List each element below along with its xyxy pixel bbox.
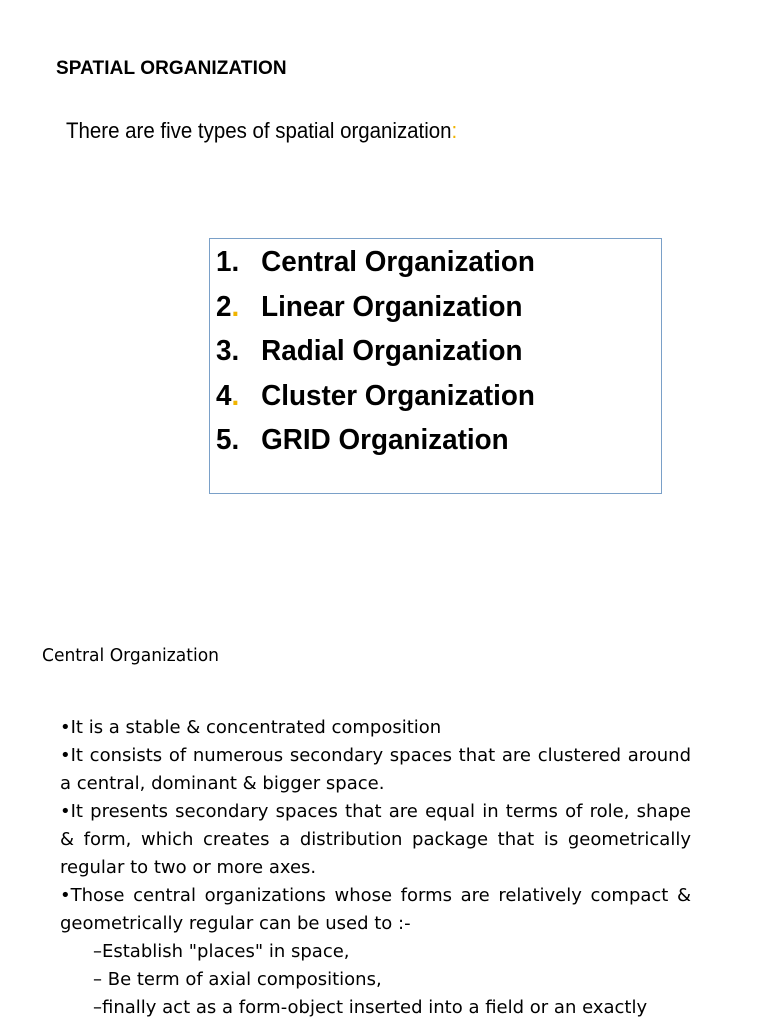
types-box [209, 238, 662, 494]
types-item-label: GRID Organization [261, 424, 509, 456]
types-item-separator: . [231, 246, 240, 278]
types-item [216, 332, 535, 377]
types-item-number: 3. [216, 335, 240, 367]
intro-line [66, 118, 457, 144]
sub-bullet-point: –Establish "places" in space, [93, 941, 350, 962]
types-item-label: Cluster Organization [261, 379, 535, 412]
types-item-label: Linear Organization [261, 290, 523, 323]
types-item-number: 5. [216, 424, 240, 456]
bullet-point: •It is a stable & concentrated composition [60, 717, 442, 738]
intro-text: There are five types of spatial organization [66, 118, 452, 143]
types-item [216, 377, 535, 422]
types-item-separator: . [231, 379, 240, 412]
bullet-point: •It presents secondary spaces that are equal in terms of role, shape & form, which creates a distribution package that is geometrically regular to two or more axes. [60, 801, 691, 878]
bullet-point: •Those central organizations whose forms are relatively compact & geometrically regular can be used to :- [60, 885, 691, 934]
types-list [216, 243, 548, 466]
types-item-separator: . [231, 290, 240, 323]
types-item [216, 243, 535, 288]
bullet-point: •It consists of numerous secondary spaces that are clustered around a central, dominant & bigger space. [60, 745, 691, 794]
section-body [60, 714, 691, 1022]
types-item-number: 4. [216, 379, 240, 412]
types-item-label: Central Organization [261, 246, 535, 278]
types-item [216, 288, 535, 333]
sub-bullet-point: – Be term of axial compositions, [93, 969, 382, 990]
types-item-separator: . [231, 424, 240, 456]
types-item-number: 2. [216, 290, 240, 323]
intro-colon: : [451, 118, 458, 143]
sub-bullet-point: –finally act as a form-object inserted into a field or an exactly [93, 997, 648, 1018]
types-item-separator: . [231, 335, 240, 367]
types-item [216, 421, 535, 466]
types-item-label: Radial Organization [261, 335, 523, 367]
types-item-number: 1. [216, 246, 240, 278]
page-title: SPATIAL ORGANIZATION [56, 58, 287, 79]
section-heading: Central Organization [42, 645, 220, 666]
